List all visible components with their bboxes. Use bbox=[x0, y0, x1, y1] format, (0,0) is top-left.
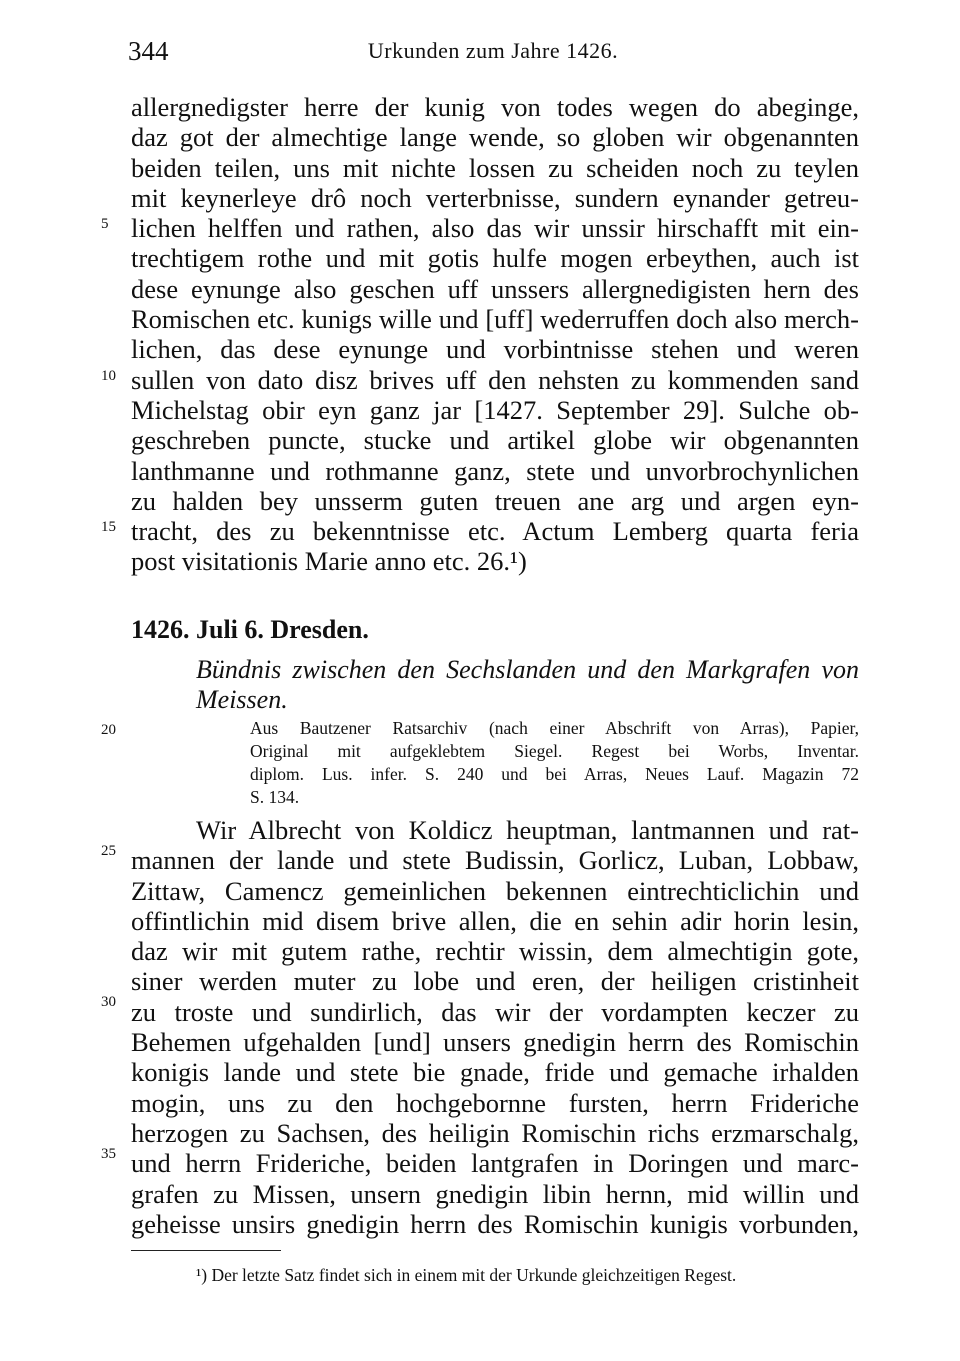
text-line: und herrn Frideriche, beiden lantgrafen in Doringen und marc- bbox=[131, 1148, 859, 1179]
line-number: 20 bbox=[101, 722, 116, 738]
text-line: daz got der almechtige lange wende, so globen wir obgenannten bbox=[131, 122, 859, 153]
text-line: geheisse unsirs gnedigin herrn des Romischin kunigis vorbunden, bbox=[131, 1208, 859, 1239]
text-line: sullen von dato disz brives uff den nehsten zu kommenden sand bbox=[131, 364, 859, 395]
line-number: 25 bbox=[101, 843, 116, 859]
text-line: Romischen etc. kunigs wille und [uff] wederruffen doch also merch- bbox=[131, 304, 859, 335]
source-line: diplom. Lus. infer. S. 240 und bei Arras, Neues Lauf. Magazin 72 bbox=[250, 764, 859, 784]
text-line: geschreben puncte, stucke und artikel globe wir obgenannten bbox=[131, 425, 859, 456]
text-line: mannen der lande und stete Budissin, Gorlicz, Luban, Lobbaw, bbox=[131, 845, 859, 876]
text-line: Zittaw, Camencz gemeinlichen bekennen eintrechticlichin und bbox=[131, 875, 859, 906]
title-line: Bündnis zwischen den Sechslanden und den Markgrafen von bbox=[196, 655, 859, 684]
line-number: 15 bbox=[101, 519, 116, 535]
text-block-2 bbox=[131, 815, 859, 1239]
source-line: Aus Bautzener Ratsarchiv (nach einer Abschrift von Arras), Papier, bbox=[250, 718, 859, 738]
text-line: grafen zu Missen, unsern gnedigin libin hernn, mid willin und bbox=[131, 1178, 859, 1209]
line-number: 35 bbox=[101, 1146, 116, 1162]
page-number: 344 bbox=[128, 36, 169, 66]
text-line: dese eynunge also geschen uff unssers allergnedigisten hern des bbox=[131, 273, 859, 304]
text-line: post visitationis Marie anno etc. 26.¹) bbox=[131, 546, 527, 577]
text-line: siner werden muter zu lobe und eren, der heiligen cristinheit bbox=[131, 966, 859, 997]
footnote-rule bbox=[131, 1250, 281, 1251]
text-line: tracht, des zu bekenntnisse etc. Actum Lemberg quarta feria bbox=[131, 516, 859, 547]
text-line: konigis lande und stete bie gnade, fride und gemache irhalden bbox=[131, 1057, 859, 1088]
text-line: lichen helffen und rathen, also das wir unssir hirschafft mit ein- bbox=[131, 213, 859, 244]
line-number: 5 bbox=[101, 216, 109, 232]
text-line: lanthmanne und rothmanne ganz, stete und unvorbrochynlichen bbox=[131, 455, 859, 486]
text-line: trechtigem rothe und mit gotis hulfe mogen erbeythen, auch ist bbox=[131, 243, 859, 274]
text-line: allergnedigster herre der kunig von todes wegen do abeginge, bbox=[131, 92, 859, 122]
text-line: zu halden bey unsserm guten treuen ane arg und argen eyn- bbox=[131, 485, 859, 516]
text-line: daz wir mit gutem rathe, rechtir wissin, dem almechtigin gote, bbox=[131, 936, 859, 967]
text-line: Michelstag obir eyn ganz jar [1427. September 29]. Sulche ob- bbox=[131, 394, 859, 425]
text-line: Behemen ufgehalden [und] unsers gnedigin herrn des Romischin bbox=[131, 1027, 859, 1058]
text-line: beiden teilen, uns mit nichte lossen zu scheiden noch zu teylen bbox=[131, 152, 859, 183]
source-note bbox=[250, 717, 859, 809]
source-line: Original mit aufgeklebtem Siegel. Regest bei Worbs, Inventar. bbox=[250, 741, 859, 761]
text-line: zu troste und sundirlich, das wir der vordampten keczer zu bbox=[131, 996, 859, 1027]
line-number: 30 bbox=[101, 994, 116, 1010]
running-title: Urkunden zum Jahre 1426. bbox=[367, 38, 619, 63]
text-line: herzogen zu Sachsen, des heiligin Romischin richs erzmarschalg, bbox=[131, 1117, 859, 1148]
text-line: lichen, das dese eynunge und vorbintnisse stehen und weren bbox=[131, 334, 859, 365]
source-line: S. 134. bbox=[250, 787, 300, 807]
text-line: mit keynerleye drô noch verterbnisse, sundern eynander getreu- bbox=[131, 182, 859, 213]
text-block-1 bbox=[131, 92, 859, 577]
text-line: mogin, uns zu den hochgebornne fursten, herrn Frideriche bbox=[131, 1087, 859, 1118]
charter-title bbox=[196, 655, 859, 715]
title-line: Meissen. bbox=[196, 685, 288, 714]
text-line: offintlichin mid disem brive allen, die en sehin adir horin lesin, bbox=[131, 905, 859, 936]
charter-date: 1426. Juli 6. Dresden. bbox=[131, 615, 369, 644]
page-header bbox=[128, 36, 858, 70]
text-line: Wir Albrecht von Koldicz heuptman, lantmannen und rat- bbox=[196, 815, 859, 845]
footnote: ¹) Der letzte Satz findet sich in einem mit der Urkunde gleichzeitigen Regest. bbox=[196, 1265, 737, 1285]
line-number: 10 bbox=[101, 368, 116, 384]
